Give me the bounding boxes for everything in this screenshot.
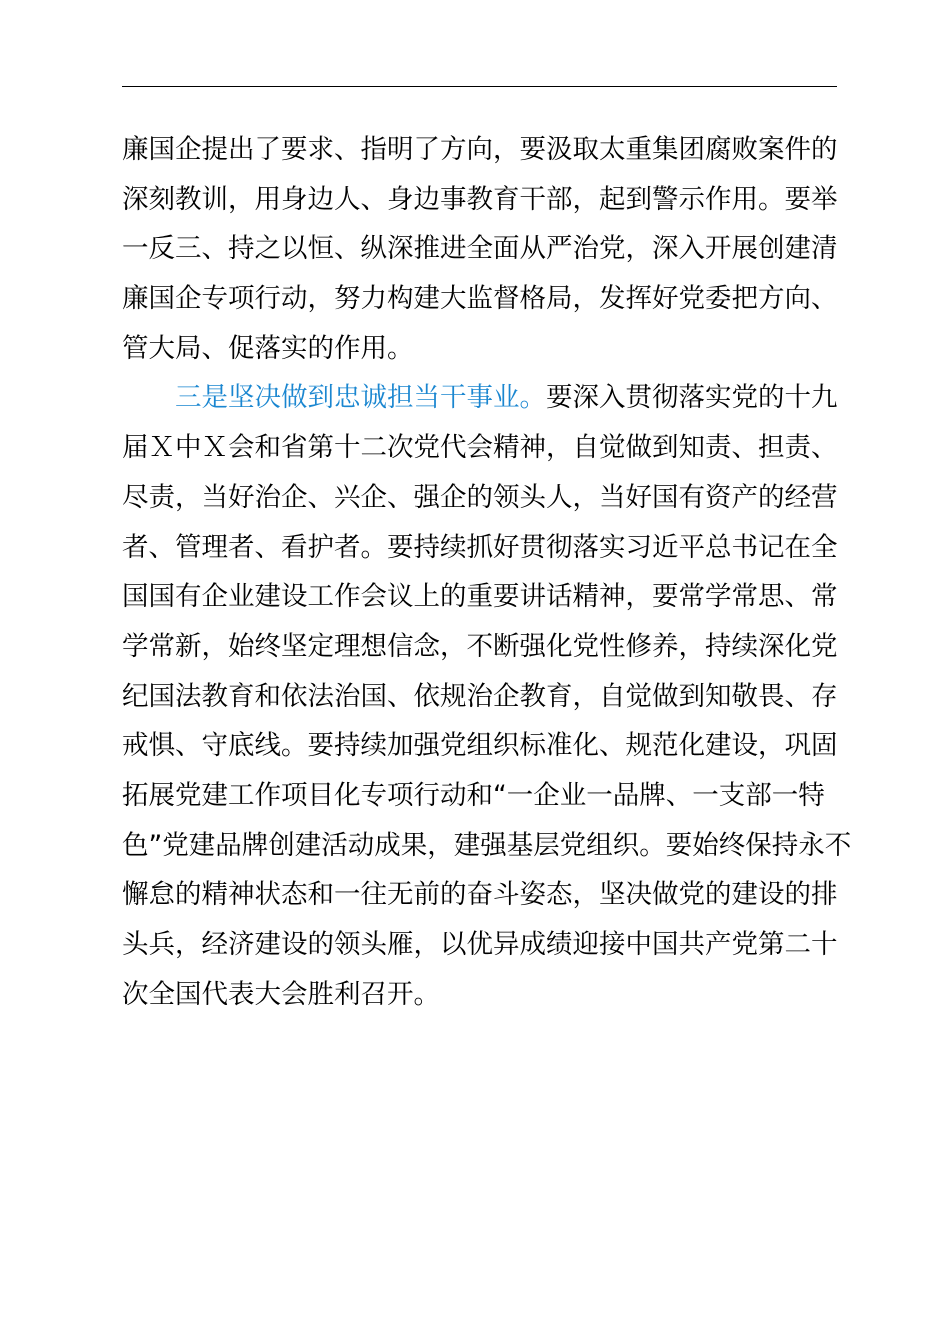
paragraph-line: 者、管理者、看护者。要持续抓好贯彻落实习近平总书记在全	[122, 531, 838, 563]
paragraph-line: 届Ｘ中Ｘ会和省第十二次党代会精神，自觉做到知责、担责、	[122, 432, 838, 464]
paragraph-line: 国国有企业建设工作会议上的重要讲话精神，要常学常思、常	[122, 581, 838, 613]
header-rule	[122, 86, 837, 87]
paragraph-first-line	[122, 373, 842, 423]
paragraph-2	[122, 373, 852, 1019]
paragraph-line: 尽责，当好治企、兴企、强企的领头人，当好国有资产的经营	[122, 481, 838, 513]
paragraph-line: 次全国代表大会胜利召开。	[122, 978, 440, 1010]
paragraph-line: 头兵，经济建设的领头雁，以优异成绩迎接中国共产党第二十	[122, 929, 838, 960]
paragraph-line: 廉国企专项行动，努力构建大监督格局，发挥好党委把方向、	[122, 283, 838, 315]
paragraph-line: 管大局、促落实的作用。	[122, 332, 414, 364]
paragraph-line: 深刻教训，用身边人、身边事教育干部，起到警示作用。要举	[122, 183, 838, 215]
paragraph-line: 纪国法教育和依法治国、依规治企教育，自觉做到知敬畏、存	[122, 680, 838, 712]
paragraph-line: 廉国企提出了要求、指明了方向，要汲取太重集团腐败案件的	[122, 134, 838, 165]
paragraph-line: 色”党建品牌创建活动成果，建强基层党组织。要始终保持永不	[122, 829, 852, 861]
paragraph-line: 一反三、持之以恒、纵深推进全面从严治党，深入开展创建清	[122, 233, 838, 265]
paragraph-line: 懈怠的精神状态和一往无前的奋斗姿态，坚决做党的建设的排	[122, 879, 838, 911]
paragraph-line: 戒惧、守底线。要持续加强党组织标准化、规范化建设，巩固	[122, 730, 838, 762]
paragraph-1	[122, 125, 842, 373]
document-body	[122, 125, 852, 1019]
paragraph-line: 拓展党建工作项目化专项行动和“一企业一品牌、一支部一特	[122, 779, 825, 811]
paragraph-line: 学常新，始终坚定理想信念，不断强化党性修养，持续深化党	[122, 630, 838, 662]
paragraph-line-rest: 要深入贯彻落实党的十九	[546, 382, 838, 414]
section-heading: 三是坚决做到忠诚担当干事业。	[175, 382, 546, 414]
